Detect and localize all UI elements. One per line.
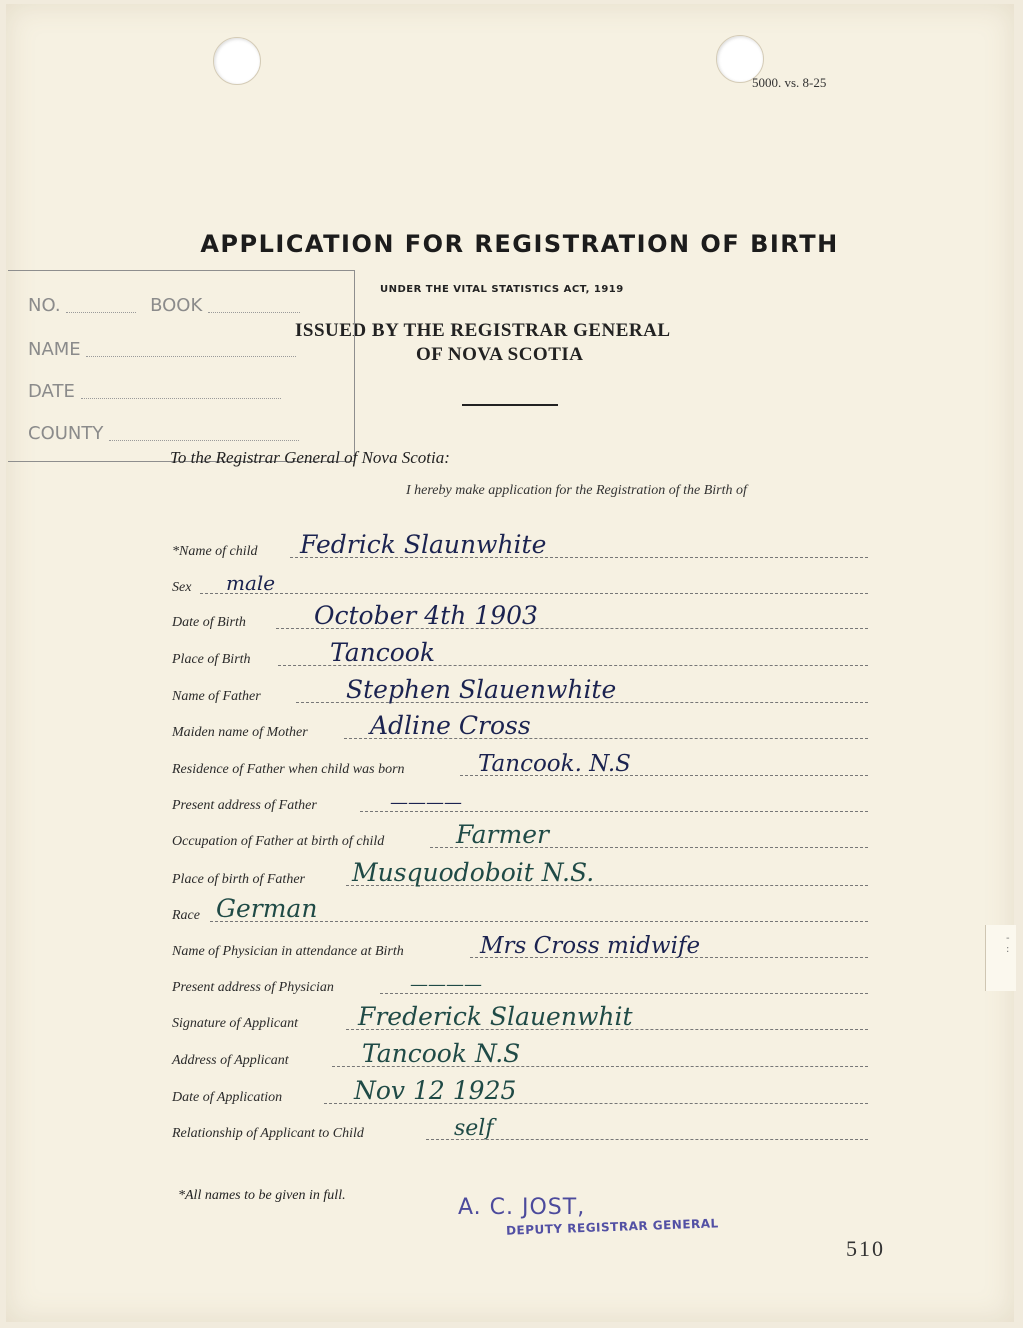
issued-by-line: ISSUED BY THE REGISTRAR GENERAL (295, 320, 671, 341)
greeting-line: To the Registrar General of Nova Scotia: (170, 448, 450, 467)
field-name-of-physician (172, 932, 868, 962)
field-value: Mrs Cross midwife (480, 933, 701, 959)
issued-by-province: OF NOVA SCOTIA (416, 344, 584, 365)
field-label: Signature of Applicant (172, 1016, 298, 1031)
field-value: Tancook N.S (362, 1039, 521, 1068)
field-value: ———— (410, 974, 482, 995)
field-label: Race (172, 908, 200, 923)
field-label: Residence of Father when child was born (172, 762, 405, 777)
stamp-row-date (28, 381, 281, 402)
stamp-name-label: NAME (28, 339, 81, 360)
field-value: Tancook. N.S (478, 751, 631, 777)
field-present-address-of-physician (172, 968, 868, 998)
field-place-of-birth (172, 640, 868, 670)
field-occupation-of-father (172, 822, 868, 852)
field-race (172, 896, 868, 926)
stamp-row-no (28, 295, 300, 316)
field-label: Occupation of Father at birth of child (172, 834, 385, 849)
field-value: male (226, 571, 276, 595)
field-label: Sex (172, 580, 192, 595)
field-address-of-applicant (172, 1041, 868, 1071)
field-value: October 4th 1903 (314, 601, 538, 630)
field-label: Name of Physician in attendance at Birth (172, 944, 404, 959)
field-value: Frederick Slauenwhit (358, 1002, 633, 1031)
field-label: Date of Birth (172, 615, 246, 630)
footnote: *All names to be given in full. (178, 1188, 346, 1203)
punch-hole-left (213, 37, 261, 85)
field-label: Maiden name of Mother (172, 725, 308, 740)
field-value: Stephen Slauenwhite (346, 675, 617, 704)
field-value: Tancook (330, 638, 435, 667)
field-label: Relationship of Applicant to Child (172, 1126, 364, 1141)
field-date-of-birth (172, 603, 868, 633)
registrar-stamp-name: A. C. JOST, (458, 1195, 586, 1220)
field-label: Present address of Father (172, 798, 317, 813)
field-value: ———— (390, 792, 462, 813)
field-residence-of-father (172, 750, 868, 780)
field-line (200, 593, 868, 594)
field-label: Name of Father (172, 689, 261, 704)
field-value: German (216, 894, 318, 923)
field-label: Date of Application (172, 1090, 283, 1105)
field-value: Nov 12 1925 (354, 1076, 517, 1105)
form-code: 5000. vs. 8-25 (752, 75, 827, 90)
field-label: Place of birth of Father (172, 872, 305, 887)
stamp-row-name (28, 339, 296, 360)
office-stamp-box (8, 270, 355, 462)
stamp-book-label: BOOK (150, 295, 203, 316)
field-value: Farmer (456, 820, 549, 849)
stamp-row-county (28, 423, 299, 444)
page-number: 510 (846, 1236, 885, 1261)
field-value: Musquodoboit N.S. (352, 858, 595, 887)
field-sex (172, 568, 868, 598)
field-value: Fedrick Slaunwhite (300, 530, 547, 559)
registrar-stamp-title: DEPUTY REGISTRAR GENERAL (505, 1216, 719, 1238)
page-tab-edge: - : (985, 925, 1016, 991)
field-name-of-child (172, 532, 868, 562)
field-value: Adline Cross (370, 711, 531, 740)
field-maiden-name-of-mother (172, 713, 868, 743)
document-title: APPLICATION FOR REGISTRATION OF BIRTH (200, 230, 839, 258)
field-value: self (454, 1116, 494, 1141)
title-divider (462, 404, 558, 406)
field-label: *Name of child (172, 544, 258, 559)
act-subtitle: UNDER THE VITAL STATISTICS ACT, 1919 (380, 284, 624, 295)
stamp-no-label: NO. (28, 295, 61, 316)
intro-line: I hereby make application for the Registration of the Birth of (406, 483, 747, 498)
field-label: Place of Birth (172, 652, 251, 667)
stamp-county-label: COUNTY (28, 423, 104, 444)
field-present-address-of-father (172, 786, 868, 816)
field-label: Present address of Physician (172, 980, 334, 995)
field-signature-of-applicant (172, 1004, 868, 1034)
field-name-of-father (172, 677, 868, 707)
field-relationship-to-child (172, 1114, 868, 1144)
field-date-of-application (172, 1078, 868, 1108)
stamp-date-label: DATE (28, 381, 75, 402)
field-place-of-birth-of-father (172, 860, 868, 890)
field-label: Address of Applicant (172, 1053, 289, 1068)
